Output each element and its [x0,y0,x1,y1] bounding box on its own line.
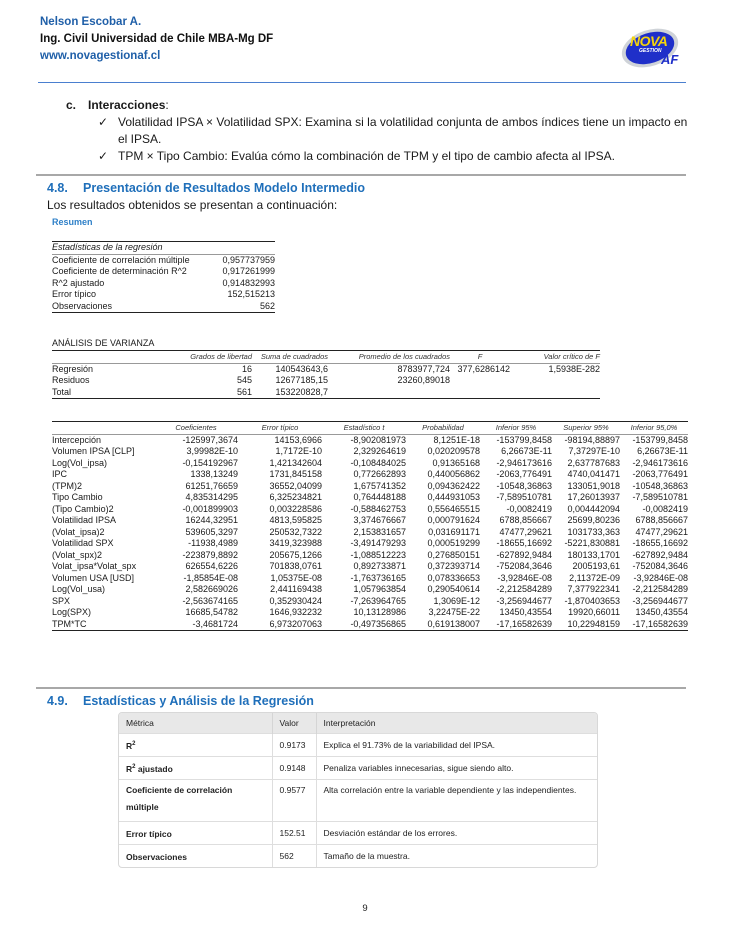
cell-value: 2,153831657 [353,526,406,537]
cell-value: 6788,856667 [499,515,552,525]
metric-interpretation: Tamaño de la muestra. [316,845,597,868]
cell-value: 25699,80236 [567,515,620,525]
cell-value: 545 [236,375,252,385]
cell-value: -2,212584289 [496,584,552,594]
cell-value: 17,26013937 [567,492,620,502]
table-row [119,822,597,845]
table-row [52,481,688,493]
cell-value: -752084,3646 [632,561,688,571]
cell-value: 6,26673E-11 [501,446,552,456]
table-row [52,538,688,550]
cell-value: -98194,88897 [564,434,620,445]
coefficients-table [52,421,688,631]
header-author: Nelson Escobar A. [40,16,142,28]
table-row [119,845,597,868]
cell-value: -17,16582639 [496,618,552,629]
cell-value: 0,444931053 [427,492,480,502]
cell-value: 0,078336653 [427,572,480,583]
cell-value: -2,946173616 [496,457,552,468]
row-label: Log(Vol_usa) [52,584,106,594]
cell-value: 626554,6226 [185,561,238,571]
cell-value: 1338,13249 [190,469,238,479]
header-url[interactable]: www.novagestionaf.cl [40,50,161,62]
cell-value: 0,000791624 [427,515,480,525]
cell-value: -125997,3674 [182,434,238,445]
table-header-row [52,242,275,255]
metric-name: R [126,763,133,774]
resumen-label: Resumen [52,217,93,227]
cell-value: 539605,3297 [185,526,238,537]
section-title: Estadísticas y Análisis de la Regresión [83,694,314,708]
cell-value: 0,556465515 [427,503,480,514]
table-row [119,780,597,822]
metric-value: 0.9577 [272,780,316,822]
row-label: SPX [52,595,71,606]
cell-value: 16 [241,363,252,374]
cell-value: 377,6286142 [457,363,510,374]
section-intro: Los resultados obtenidos se presentan a continuación: [47,198,338,212]
cell-value: 47477,29621 [499,526,552,537]
cell-value: 19920,66011 [568,607,620,617]
metric-name: Error típico [126,828,172,839]
cell-value: 4,835314295 [185,492,238,502]
cell-value: 1,057963854 [353,584,406,594]
column-header: Inferior 95% [495,423,537,432]
cell-value: 1,3069E-12 [433,595,480,606]
cell-value: 153220828,7 [275,386,328,397]
cell-value: -1,088512223 [350,549,406,560]
table-row [52,527,688,539]
page-number: 9 [362,903,368,914]
cell-value: -0,588462753 [350,503,406,514]
checkmark-icon: ✓ [98,149,109,163]
column-header: Probabilidad [422,423,464,432]
cell-value [510,375,600,387]
cell-value: 0,372393714 [427,561,480,571]
table-row [52,515,688,527]
cell-value: -153799,8458 [496,434,552,445]
cell-value: -3,256944677 [496,595,552,606]
anova-table [52,350,600,399]
cell-value: -2063,776491 [632,469,688,479]
cell-value: 6,325234821 [269,492,322,502]
interacciones-title: Interacciones [88,98,166,112]
table-row [52,584,688,596]
cell-value: -10548,36863 [632,480,688,491]
cell-value: 1,05375E-08 [270,572,322,583]
colon: : [165,98,169,112]
cell-value: -3,92846E-08 [497,572,552,583]
cell-value: 6,973207063 [269,618,322,629]
cell-value: -1,870403653 [564,595,620,606]
cell-value: 13450,43554 [635,607,688,617]
column-header: Inferior 95,0% [630,423,678,432]
stats-header: Estadísticas de la regresión [52,242,163,252]
column-header: Superior 95% [563,423,609,432]
stat-label: Coeficiente de correlación múltiple [52,254,190,265]
table-row [52,289,275,301]
stat-value: 0,957737959 [222,254,275,265]
cell-value: 4740,041471 [567,469,620,479]
cell-value [328,387,450,399]
row-label: Log(SPX) [52,607,92,617]
cell-value: 2,637787683 [567,457,620,468]
section-number: 4.8. [47,181,68,195]
row-label: Tipo Cambio [52,492,103,502]
row-label: TPM*TC [52,618,87,629]
cell-value: -0,108484025 [350,457,406,468]
cell-value: 0,619138007 [427,618,480,629]
cell-value: 0,004442094 [567,503,620,514]
cell-value: 2005193,61 [572,561,620,571]
section-divider [36,174,686,176]
cell-value [450,375,510,387]
table-row [52,446,688,458]
cell-value [510,387,600,399]
table-row [52,596,688,608]
table-row [52,619,688,631]
table-row [52,387,600,399]
cell-value: 0,020209578 [427,446,480,456]
metric-cell [119,734,272,757]
stat-value: 0,917261999 [222,266,275,276]
metric-cell [119,780,272,822]
stat-value: 152,515213 [227,289,275,299]
logo-text-af: AF [661,52,679,67]
cell-value: -10548,36863 [496,480,552,491]
cell-value: -0,001899903 [182,503,238,514]
metric-cell [119,845,272,868]
cell-value: -0,0082419 [642,503,688,514]
cell-value: 0,440056862 [427,469,480,479]
cell-value: 3,99982E-10 [186,446,238,456]
column-header [52,422,154,435]
table-row [52,301,275,313]
cell-value [450,387,510,399]
cell-value: 0,003228586 [269,503,322,514]
column-header: F [477,352,483,361]
cell-value: 3,374676667 [353,515,406,525]
table-row [52,607,688,619]
metric-cell [119,822,272,845]
row-label: Log(Vol_ipsa) [52,457,108,468]
row-label: Intercepción [52,434,102,445]
cell-value: -2,212584289 [632,584,688,594]
column-header: Promedio de los cuadrados [358,352,450,361]
table-row [52,458,688,470]
cell-value: -7,263964765 [350,595,406,606]
metric-name: Observaciones [126,851,187,862]
cell-value: -2063,776491 [496,469,552,479]
cell-value: 10,22948159 [567,618,620,629]
cell-value: 3,22475E-22 [428,607,480,617]
cell-value: 0,764448188 [353,492,406,502]
cell-value: -5221,830881 [564,538,620,548]
column-header: Valor [272,713,316,734]
metric-value: 562 [272,845,316,868]
table-row [119,734,597,757]
stat-value: 562 [259,300,275,311]
column-header: Coeficientes [175,423,217,432]
header-divider [38,82,686,83]
cell-value: 16244,32951 [185,515,238,525]
cell-value: 16685,54782 [185,607,238,617]
checkmark-icon: ✓ [98,115,109,129]
logo-text-nova: NOVA [630,33,668,49]
section-heading-4-9 [47,694,314,708]
table-row [119,757,597,780]
cell-value: 2,11372E-09 [569,572,620,583]
row-label: IPC [52,469,68,479]
cell-value: 1646,932232 [269,607,322,617]
row-label: Volumen IPSA [CLP] [52,446,135,456]
cell-value: 4813,595825 [269,515,322,525]
cell-value: -0,154192967 [182,457,238,468]
cell-value: 3419,323988 [269,538,322,548]
row-label: Volumen USA [USD] [52,572,135,583]
cell-value: 1,675741352 [353,480,406,491]
cell-value: 23260,89018 [397,375,450,385]
row-label: Total [52,386,72,397]
cell-value: 0,772662893 [353,469,406,479]
cell-value: 8,1251E-18 [433,434,480,445]
row-label: (Tipo Cambio)2 [52,503,114,514]
row-label: Residuos [52,375,90,385]
table-row [52,375,600,387]
cell-value: 13450,43554 [499,607,552,617]
cell-value: 2,441169438 [270,584,322,594]
cell-value: -2,563674165 [182,595,238,606]
section-number: 4.9. [47,694,68,708]
table-header-row [52,351,600,364]
cell-value: -18655,16692 [496,538,552,548]
row-label: (Volat_ipsa)2 [52,526,105,537]
section-title: Presentación de Resultados Modelo Intermedio [83,181,366,195]
stat-label: Coeficiente de determinación R^2 [52,266,187,276]
column-header: Valor crítico de F [543,352,600,361]
cell-value: 140543643,6 [275,363,328,374]
column-header: Interpretación [316,713,597,734]
column-header: Estadístico t [343,423,385,432]
metric-superscript: 2 [132,740,136,747]
row-label: Volatilidad SPX [52,538,114,548]
cell-value: 0,000519299 [427,538,480,548]
cell-value: -7,589510781 [496,492,552,502]
table-row [52,550,688,562]
cell-value: 1031733,363 [567,526,620,537]
cell-value: -2,946173616 [632,457,688,468]
stat-label: R^2 ajustado [52,277,105,288]
cell-value: -7,589510781 [632,492,688,502]
nova-gestion-logo [621,28,691,72]
column-header: Métrica [119,713,272,734]
metric-value: 0.9148 [272,757,316,780]
anova-title: ANÁLISIS DE VARIANZA [52,338,155,348]
cell-value: 180133,1701 [567,549,620,560]
row-label: (Volat_spx)2 [52,549,103,560]
cell-value: 2,582669026 [185,584,238,594]
column-header: Grados de libertad [190,352,252,361]
cell-value: -3,256944677 [632,595,688,606]
cell-value: -627892,9484 [496,549,552,560]
cell-value: -3,491479293 [350,538,406,548]
cell-value: -223879,8892 [182,549,238,560]
metric-interpretation: Penaliza variables innecesarias, sigue siendo alto. [316,757,597,780]
table-header-row [119,713,597,734]
row-label: Volatilidad IPSA [52,515,117,525]
cell-value: 0,91365168 [432,457,480,468]
bullet-text: Volatilidad IPSA × Volatilidad SPX: Examina si la volatilidad conjunta de ambos índices tiene un impacto en el IPSA. [118,115,688,146]
cell-value: 0,276850151 [427,549,480,560]
table-row [52,434,688,446]
cell-value: -752084,3646 [496,561,552,571]
cell-value: -627892,9484 [632,549,688,560]
cell-value: -0,0082419 [506,503,552,514]
cell-value: -153799,8458 [632,434,688,445]
metric-interpretation: Desviación estándar de los errores. [316,822,597,845]
header-title: Ing. Civil Universidad de Chile MBA-Mg DF [40,33,274,45]
cell-value: 14153,6966 [274,434,322,445]
metric-value: 152.51 [272,822,316,845]
cell-value: 0,352930424 [269,595,322,606]
metric-name: R [126,740,133,751]
cell-value: -8,902081973 [350,434,406,445]
table-row [52,363,600,375]
cell-value: 1,5938E-282 [548,363,600,374]
table-header-row [52,422,688,435]
cell-value: 7,37297E-10 [568,446,620,456]
stat-value: 0,914832993 [222,277,275,288]
cell-value: 36552,04099 [269,480,322,491]
cell-value: -17,16582639 [632,618,688,629]
cell-value: 133051,9018 [567,480,620,491]
bullet-item [98,148,693,165]
stat-label: Observaciones [52,300,113,311]
list-label: c. [66,98,77,112]
cell-value: 0,892733871 [353,561,406,571]
metric-suffix: ajustado [135,763,173,774]
table-row [52,254,275,266]
table-row [52,504,688,516]
cell-value: -11938,4989 [188,538,238,548]
metric-interpretation: Alta correlación entre la variable dependiente y las independientes. [316,780,597,822]
cell-value: 0,290540614 [427,584,480,594]
row-label: Regresión [52,363,94,374]
regression-analysis-table [118,712,598,868]
cell-value: -0,497356865 [350,618,406,629]
cell-value: 10,13128986 [353,607,406,617]
cell-value: 0,031691171 [428,526,480,537]
cell-value: -1,763736165 [350,572,406,583]
cell-value: 12677185,15 [275,375,328,385]
cell-value: 250532,7322 [269,526,322,537]
metric-cell [119,757,272,780]
cell-value: 7,377922341 [567,584,620,594]
cell-value: 6,26673E-11 [637,446,688,456]
column-header: Error típico [261,423,299,432]
table-row [52,573,688,585]
metric-name: Coeficiente de correlación múltiple [126,785,233,812]
logo-text-gestion: GESTION [639,48,662,54]
section-divider [36,687,686,689]
table-row [52,492,688,504]
cell-value: 561 [236,386,252,397]
cell-value: 8783977,724 [397,363,450,374]
cell-value: 205675,1266 [269,549,322,560]
regression-stats-table [52,241,275,313]
cell-value: 701838,0761 [269,561,322,571]
cell-value: 0,094362422 [427,480,480,491]
column-header [52,351,162,364]
cell-value: -3,92846E-08 [633,572,688,583]
cell-value: 1,7172E-10 [275,446,322,456]
cell-value: 47477,29621 [635,526,688,537]
metric-interpretation: Explica el 91.73% de la variabilidad del IPSA. [316,734,597,757]
column-header: Suma de cuadrados [260,352,328,361]
bullet-item [98,114,693,148]
cell-value: 61251,76659 [185,480,238,491]
metric-superscript: 2 [132,763,136,770]
table-row [52,561,688,573]
stat-label: Error típico [52,289,97,299]
cell-value: -3,4681724 [192,618,238,629]
table-row [52,266,275,278]
cell-value: 2,329264619 [353,446,406,456]
cell-value: 1,421342604 [269,457,322,468]
bullet-text: TPM × Tipo Cambio: Evalúa cómo la combinación de TPM y el tipo de cambio afecta al IPSA. [118,149,616,163]
cell-value: -1,85854E-08 [183,572,238,583]
cell-value: 1731,845158 [269,469,322,479]
section-heading-4-8 [47,181,365,195]
row-label: Volat_ipsa*Volat_spx [52,561,137,571]
metric-value: 0.9173 [272,734,316,757]
row-label: (TPM)2 [52,480,82,491]
table-row [52,278,275,290]
cell-value: 6788,856667 [635,515,688,525]
cell-value: -18655,16692 [632,538,688,548]
table-row [52,469,688,481]
interacciones-heading [66,98,169,112]
